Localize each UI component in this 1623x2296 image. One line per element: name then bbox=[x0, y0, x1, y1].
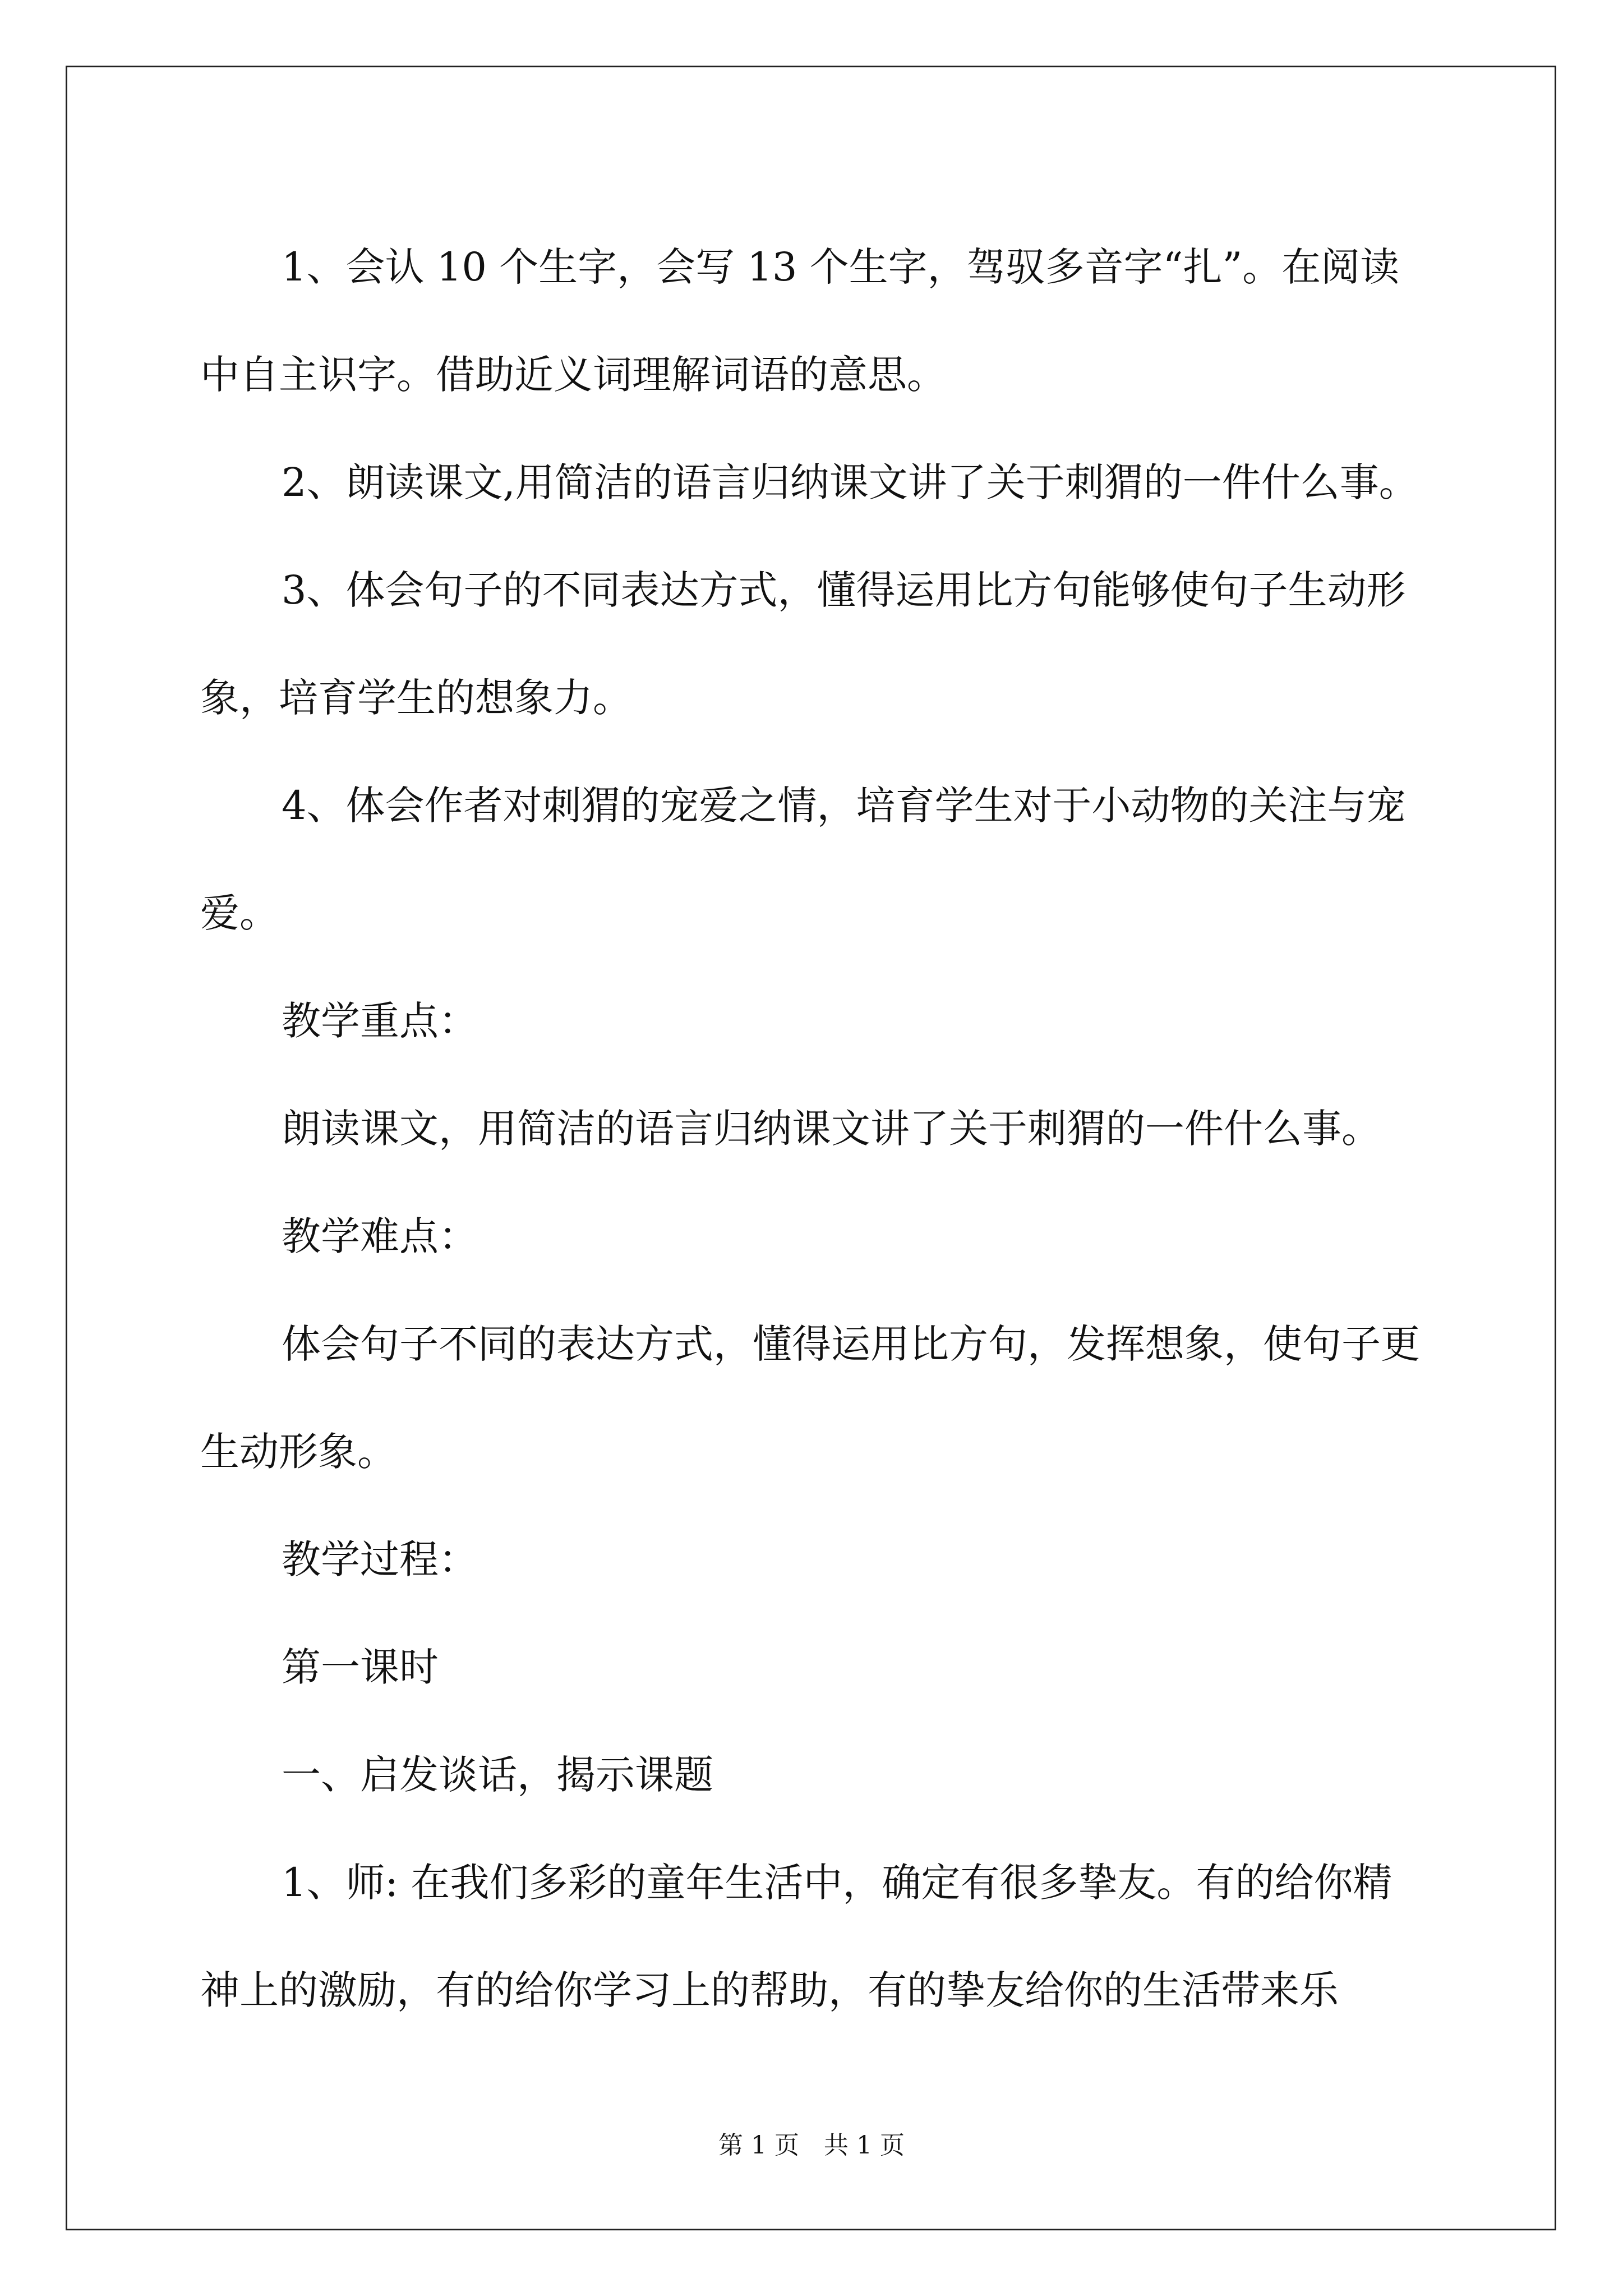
heading-teaching-focus: 教学重点： bbox=[282, 998, 478, 1044]
page-number-footer: 第 1 页 共 1 页 bbox=[718, 2131, 905, 2160]
heading-teaching-process: 教学过程： bbox=[282, 1536, 478, 1582]
paragraph-teaching-focus: 朗读课文，用简洁的语言归纳课文讲了关于刺猬的一件什么事。 bbox=[282, 1106, 1381, 1152]
document-body bbox=[200, 213, 1423, 2044]
heading-section-one: 一、启发谈话，揭示课题 bbox=[282, 1752, 713, 1798]
paragraph-objective-1: 1、会认 10 个生字，会写 13 个生字，驾驭多音字“扎”。在阅读中自主识字。借助近义词理解词语的意思。 bbox=[200, 244, 1400, 398]
paragraph-objective-3: 3、体会句子的不同表达方式，懂得运用比方句能够使句子生动形象，培育学生的想象力。 bbox=[200, 567, 1406, 721]
paragraph-objective-4: 4、体会作者对刺猬的宠爱之情，培育学生对于小动物的关注与宠爱。 bbox=[200, 783, 1406, 936]
paragraph-teaching-difficulty: 体会句子不同的表达方式，懂得运用比方句，发挥想象，使句子更生动形象。 bbox=[200, 1321, 1420, 1475]
heading-first-lesson: 第一课时 bbox=[282, 1644, 439, 1690]
heading-teaching-difficulty: 教学难点： bbox=[282, 1213, 478, 1259]
paragraph-teacher-intro: 1、师: 在我们多彩的童年生活中，确定有很多挚友。有的给你精神上的激励，有的给你学习上的帮助，有的挚友给你的生活带来乐 bbox=[200, 1860, 1393, 2013]
paragraph-objective-2: 2、朗读课文,用简洁的语言归纳课文讲了关于刺猬的一件什么事。 bbox=[282, 459, 1418, 505]
